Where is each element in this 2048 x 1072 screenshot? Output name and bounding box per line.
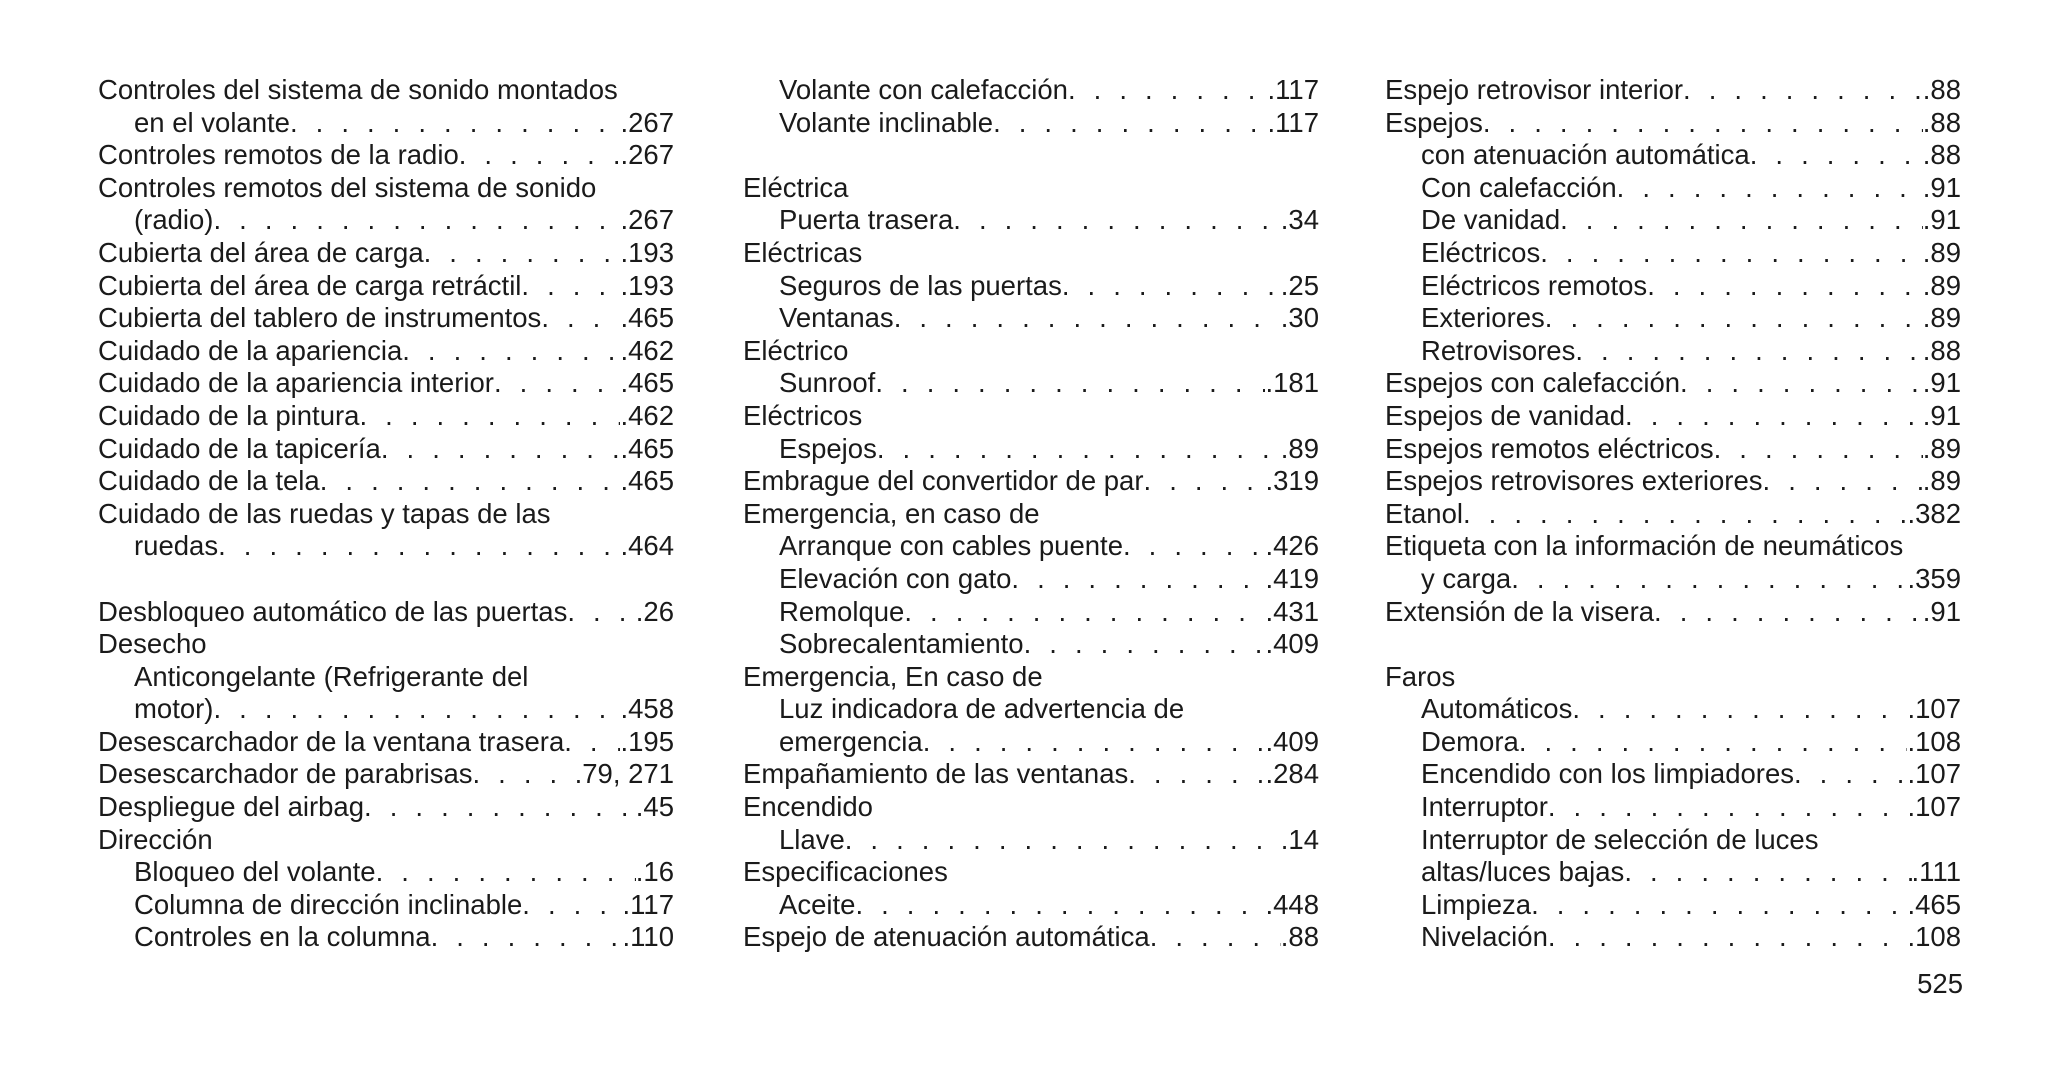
index-page-ref: .91 (1922, 204, 1961, 236)
index-subentry (98, 661, 674, 694)
index-entry (743, 921, 1319, 954)
index-page-ref: .319 (1265, 465, 1319, 497)
index-subentry (743, 530, 1319, 563)
dot-leader (213, 204, 620, 237)
dot-leader (1463, 498, 1907, 531)
index-term: Controles del sistema de sonido montados (98, 74, 618, 105)
index-subentry (1385, 204, 1961, 237)
index-entry (743, 498, 1319, 531)
index-page-ref: .107 (1907, 791, 1961, 823)
index-page-ref: .91 (1922, 171, 1961, 203)
index-term: Nivelación (1421, 921, 1548, 953)
index-entry (98, 758, 674, 791)
index-subentry (1385, 758, 1961, 791)
dot-leader (1062, 270, 1281, 303)
index-term: Desescarchador de parabrisas (98, 758, 473, 790)
index-term: Aceite (779, 888, 856, 920)
index-page-ref: .409 (1265, 628, 1319, 660)
index-term: Espejos (779, 432, 877, 464)
index-subentry (98, 889, 674, 922)
index-entry (98, 302, 674, 335)
index-subentry (1385, 921, 1961, 954)
index-term: en el volante (134, 106, 290, 138)
dot-leader (1680, 367, 1923, 400)
index-term: Bloqueo del volante (134, 856, 376, 888)
index-entry (743, 237, 1319, 270)
index-term: Con calefacción (1421, 171, 1617, 203)
index-term: Desescarchador de la ventana trasera (98, 725, 565, 757)
index-page-ref: .89 (1922, 465, 1961, 497)
index-page-ref: .382 (1907, 497, 1961, 529)
index-subentry (743, 628, 1319, 661)
index-page-ref: .464 (620, 530, 674, 562)
dot-leader (359, 400, 620, 433)
index-page-ref: .465 (620, 432, 674, 464)
index-spacer (743, 139, 1319, 172)
dot-leader (473, 758, 575, 791)
index-subentry (1385, 889, 1961, 922)
index-page-ref: .458 (620, 693, 674, 725)
index-term: Emergencia, En caso de (743, 660, 1043, 692)
index-page-ref: .91 (1922, 367, 1961, 399)
index-column-2 (743, 74, 1319, 954)
index-entry (1385, 530, 1961, 563)
dot-leader (1024, 628, 1266, 661)
index-subentry (1385, 726, 1961, 759)
dot-leader (1150, 921, 1281, 954)
index-entry (98, 367, 674, 400)
index-subentry (1385, 237, 1961, 270)
index-subentry (1385, 335, 1961, 368)
index-subentry (743, 367, 1319, 400)
dot-leader (213, 693, 620, 726)
dot-leader (1625, 400, 1923, 433)
index-page-ref: .359 (1907, 562, 1961, 594)
dot-leader (1683, 74, 1923, 107)
dot-leader (1624, 856, 1911, 889)
index-term: Embrague del convertidor de par (743, 465, 1144, 497)
index-page-ref: .26 (635, 595, 674, 627)
dot-leader (1540, 237, 1923, 270)
index-subentry (743, 726, 1319, 759)
index-page-ref: .193 (620, 269, 674, 301)
dot-leader (894, 302, 1281, 335)
dot-leader (1560, 204, 1923, 237)
dot-leader (1531, 889, 1907, 922)
index-page-ref: .267 (620, 139, 674, 171)
index-subentry (1385, 856, 1961, 889)
index-entry (743, 400, 1319, 433)
index-subentry (743, 204, 1319, 237)
index-term: Empañamiento de las ventanas (743, 758, 1129, 790)
index-subentry (98, 856, 674, 889)
index-subentry (98, 204, 674, 237)
index-entry (1385, 433, 1961, 466)
index-subentry (98, 530, 674, 563)
index-term: Espejos de vanidad (1385, 399, 1626, 431)
index-entry (98, 791, 674, 824)
dot-leader (567, 596, 635, 629)
index-subentry (743, 107, 1319, 140)
index-term: Faros (1385, 660, 1456, 692)
dot-leader (1794, 758, 1907, 791)
index-subentry (1385, 693, 1961, 726)
dot-leader (1714, 433, 1923, 466)
index-term: Espejos (1385, 106, 1483, 138)
index-term: Llave (779, 823, 845, 855)
index-page-ref: .45 (635, 791, 674, 823)
index-term: Seguros de las puertas (779, 269, 1062, 301)
index-entry (98, 498, 674, 531)
index-entry (1385, 465, 1961, 498)
index-page-ref: .88 (1922, 334, 1961, 366)
index-term: Eléctrica (743, 171, 849, 203)
index-term: Cuidado de la tapicería (98, 432, 381, 464)
index-entry (743, 335, 1319, 368)
dot-leader (1617, 172, 1923, 205)
dot-leader (494, 367, 621, 400)
index-term: Exteriores (1421, 302, 1545, 334)
index-term: Volante inclinable (779, 106, 994, 138)
index-page-ref: .89 (1280, 432, 1319, 464)
dot-leader (376, 856, 636, 889)
index-subentry (743, 433, 1319, 466)
index-page-ref: .448 (1265, 888, 1319, 920)
dot-leader (1572, 693, 1907, 726)
index-term: Eléctricos (1421, 236, 1541, 268)
dot-leader (218, 530, 620, 563)
index-term: Limpieza (1421, 888, 1532, 920)
index-subentry (743, 889, 1319, 922)
index-term: Cuidado de la pintura (98, 399, 360, 431)
index-entry (98, 726, 674, 759)
dot-leader (1647, 270, 1923, 303)
index-term: Automáticos (1421, 693, 1573, 725)
dot-leader (845, 824, 1281, 857)
dot-leader (855, 889, 1265, 922)
dot-leader (381, 433, 621, 466)
index-page-ref: .107 (1907, 758, 1961, 790)
index-entry (98, 400, 674, 433)
index-page-ref: .193 (620, 236, 674, 268)
index-entry (743, 758, 1319, 791)
index-term: Espejos retrovisores exteriores (1385, 465, 1763, 497)
index-term: Dirección (98, 823, 213, 855)
index-term: Controles en la columna (134, 921, 431, 953)
index-term: Luz indicadora de advertencia de (779, 693, 1185, 725)
index-term: Columna de dirección inclinable (134, 888, 523, 920)
index-term: Despliegue del airbag (98, 791, 365, 823)
dot-leader (1511, 563, 1907, 596)
index-page-ref: .419 (1265, 562, 1319, 594)
dot-leader (1011, 563, 1265, 596)
index-term: Controles remotos de la radio (98, 139, 459, 171)
index-entry (1385, 661, 1961, 694)
index-subentry (1385, 563, 1961, 596)
index-subentry (98, 693, 674, 726)
index-entry (98, 237, 674, 270)
dot-leader (1750, 139, 1923, 172)
dot-leader (364, 791, 636, 824)
index-term: Etanol (1385, 497, 1463, 529)
index-subentry (1385, 791, 1961, 824)
index-entry (98, 139, 674, 172)
dot-leader (431, 921, 623, 954)
index-term: Desbloqueo automático de las puertas (98, 595, 568, 627)
index-page-ref: .108 (1907, 921, 1961, 953)
index-page-ref: .181 (1265, 367, 1319, 399)
dot-leader (522, 889, 622, 922)
index-entry (743, 856, 1319, 889)
index-page-ref: .267 (620, 204, 674, 236)
index-entry (98, 74, 674, 107)
index-subentry (1385, 270, 1961, 303)
index-term: Espejo de atenuación automática (743, 921, 1150, 953)
index-subentry (743, 74, 1319, 107)
index-page-ref: .117 (1267, 106, 1319, 138)
index-term: con atenuación automática (1421, 139, 1750, 171)
page-number: 525 (1917, 968, 1963, 999)
index-entry (1385, 74, 1961, 107)
index-entry (743, 172, 1319, 205)
index-term: Eléctricas (743, 236, 863, 268)
dot-leader (1068, 74, 1268, 107)
index-entry (1385, 367, 1961, 400)
index-term: Cubierta del área de carga retráctil (98, 269, 522, 301)
index-term: Puerta trasera (779, 204, 954, 236)
dot-leader (320, 465, 621, 498)
index-term: Anticongelante (Refrigerante del (134, 660, 529, 692)
dot-leader (923, 726, 1266, 759)
index-term: Espejos con calefacción (1385, 367, 1681, 399)
index-term: Eléctricos remotos (1421, 269, 1648, 301)
index-page-ref: .91 (1922, 595, 1961, 627)
index-term: Volante con calefacción (779, 74, 1068, 105)
index-page-ref: .14 (1280, 823, 1319, 855)
index-term: Remolque (779, 595, 905, 627)
dot-leader (1128, 758, 1265, 791)
index-term: Cuidado de la apariencia interior (98, 367, 494, 399)
dot-leader (1123, 530, 1265, 563)
index-term: Cubierta del tablero de instrumentos (98, 302, 542, 334)
index-entry (743, 465, 1319, 498)
index-page-ref: .267 (620, 106, 674, 138)
index-term: Retrovisores (1421, 334, 1576, 366)
index-subentry (743, 596, 1319, 629)
index-term: Especificaciones (743, 856, 948, 888)
index-entry (743, 791, 1319, 824)
dot-leader (1548, 921, 1908, 954)
index-term: Cubierta del área de carga (98, 236, 424, 268)
index-page-ref: .108 (1907, 725, 1961, 757)
index-page-ref: .462 (620, 334, 674, 366)
index-term: Cuidado de la tela (98, 465, 320, 497)
index-subentry (743, 563, 1319, 596)
dot-leader (875, 367, 1265, 400)
index-page-ref: .30 (1280, 302, 1319, 334)
dot-leader (1519, 726, 1908, 759)
index-term: Interruptor de selección de luces (1421, 823, 1819, 855)
index-spacer (1385, 628, 1961, 661)
index-page-ref: .89 (1922, 269, 1961, 301)
dot-leader (1483, 107, 1923, 140)
index-page-ref: .110 (622, 921, 674, 953)
index-term: Elevación con gato (779, 562, 1012, 594)
index-subentry (98, 107, 674, 140)
index-term: Eléctrico (743, 334, 849, 366)
index-subentry (743, 824, 1319, 857)
index-column-1 (98, 74, 674, 954)
index-page-ref: .111 (1911, 856, 1961, 888)
index-entry (98, 628, 674, 661)
index-entry (1385, 498, 1961, 531)
index-term: Encendido (743, 791, 873, 823)
index-page-ref: .465 (620, 367, 674, 399)
index-subentry (1385, 302, 1961, 335)
index-term: Cuidado de la apariencia (98, 334, 403, 366)
index-page-ref: .91 (1922, 399, 1961, 431)
dot-leader (402, 335, 620, 368)
index-term: Demora (1421, 725, 1519, 757)
dot-leader (953, 204, 1281, 237)
index-subentry (743, 693, 1319, 726)
index-term: ruedas (134, 530, 219, 562)
index-term: Desecho (98, 628, 207, 660)
index-entry (98, 433, 674, 466)
index-page-ref: .465 (1907, 888, 1961, 920)
index-entry (98, 270, 674, 303)
index-subentry (1385, 139, 1961, 172)
index-page-ref: .195 (620, 725, 674, 757)
index-term: De vanidad (1421, 204, 1561, 236)
index-subentry (1385, 824, 1961, 857)
index-page-ref: .25 (1280, 269, 1319, 301)
index-page-ref: .426 (1265, 530, 1319, 562)
index-entry (98, 596, 674, 629)
index-entry (1385, 400, 1961, 433)
dot-leader (1763, 465, 1923, 498)
index-page-ref: .117 (622, 888, 674, 920)
index-term: Arranque con cables puente (779, 530, 1123, 562)
dot-leader (1545, 302, 1923, 335)
index-term: Encendido con los limpiadores (1421, 758, 1794, 790)
index-term: Emergencia, en caso de (743, 497, 1040, 529)
index-term: Sobrecalentamiento (779, 628, 1024, 660)
index-page-ref: .465 (620, 302, 674, 334)
index-term: Eléctricos (743, 399, 863, 431)
dot-leader (459, 139, 621, 172)
index-page-ref: .89 (1922, 432, 1961, 464)
index-subentry (743, 270, 1319, 303)
index-entry (98, 172, 674, 205)
index-entry (743, 661, 1319, 694)
index-page-ref: .89 (1922, 302, 1961, 334)
index-entry (98, 465, 674, 498)
dot-leader (1654, 596, 1923, 629)
index-entry (1385, 596, 1961, 629)
index-entry (98, 335, 674, 368)
index-page-ref: .465 (620, 465, 674, 497)
index-page-ref: .34 (1280, 204, 1319, 236)
index-term: (radio) (134, 204, 214, 236)
index-spacer (98, 563, 674, 596)
index-term: y carga (1421, 562, 1512, 594)
index-page-ref: .88 (1922, 106, 1961, 138)
dot-leader (993, 107, 1267, 140)
index-term: motor) (134, 693, 214, 725)
index-term: altas/luces bajas (1421, 856, 1625, 888)
index-term: emergencia (779, 725, 923, 757)
index-term: Etiqueta con la información de neumáticos (1385, 530, 1904, 562)
index-page-ref: .16 (635, 856, 674, 888)
index-page-ref: .88 (1922, 74, 1961, 105)
index-page-ref: .117 (1267, 74, 1319, 105)
index-page-ref: .88 (1922, 139, 1961, 171)
index-term: Sunroof (779, 367, 876, 399)
index-term: Cuidado de las ruedas y tapas de las (98, 497, 551, 529)
dot-leader (564, 726, 620, 759)
dot-leader (1575, 335, 1922, 368)
index-page-ref: .107 (1907, 693, 1961, 725)
index-page-ref: .462 (620, 399, 674, 431)
index-term: Controles remotos del sistema de sonido (98, 171, 597, 203)
dot-leader (541, 302, 620, 335)
index-entry (98, 824, 674, 857)
dot-leader (290, 107, 621, 140)
index-page-ref: .79, 271 (574, 758, 674, 790)
dot-leader (1548, 791, 1908, 824)
index-term: Espejos remotos eléctricos (1385, 432, 1714, 464)
index-term: Espejo retrovisor interior (1385, 74, 1684, 105)
index-subentry (98, 921, 674, 954)
index-column-3 (1385, 74, 1961, 954)
index-term: Extensión de la visera (1385, 595, 1655, 627)
dot-leader (424, 237, 621, 270)
dot-leader (1144, 465, 1266, 498)
index-page-ref: .89 (1922, 236, 1961, 268)
dot-leader (904, 596, 1265, 629)
index-page-ref: .431 (1265, 595, 1319, 627)
index-page-ref: .409 (1265, 725, 1319, 757)
index-subentry (743, 302, 1319, 335)
index-page-ref: .284 (1265, 758, 1319, 790)
dot-leader (877, 433, 1281, 466)
index-entry (1385, 107, 1961, 140)
index-subentry (1385, 172, 1961, 205)
index-term: Interruptor (1421, 791, 1548, 823)
index-term: Ventanas (779, 302, 894, 334)
index-page-ref: .88 (1280, 921, 1319, 953)
dot-leader (521, 270, 620, 303)
